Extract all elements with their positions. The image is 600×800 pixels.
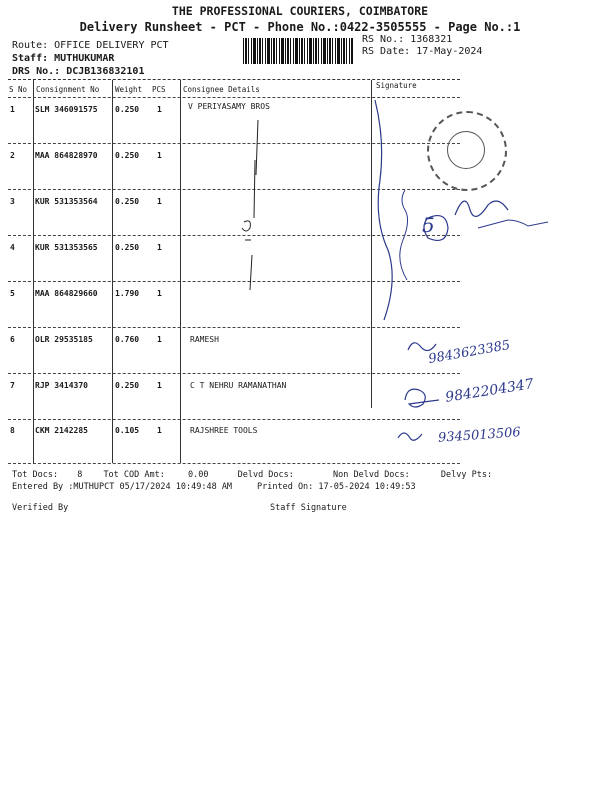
- rs-date-label: RS Date:: [362, 46, 411, 57]
- table-row-weight: 0.760: [115, 335, 140, 344]
- non-delvd-docs-label: Non Delvd Docs:: [333, 470, 410, 480]
- drs-label: DRS No.:: [12, 66, 61, 77]
- table-row-consignee: RAJSHREE TOOLS: [190, 426, 258, 435]
- company-title: THE PROFESSIONAL COURIERS, COIMBATORE: [171, 4, 429, 18]
- table-row-weight: 0.250: [115, 381, 140, 390]
- runsheet-title: Delivery Runsheet - PCT - Phone No.:0422-3505555 - Page No.:1: [79, 20, 521, 34]
- staff-signature: Staff Signature: [270, 503, 347, 513]
- col-header-sno: S No: [9, 85, 28, 94]
- table-row-pcs: 1: [157, 151, 162, 160]
- table-row-consignment: OLR 29535185: [35, 335, 93, 344]
- table-row-consignment: KUR 531353565: [35, 243, 98, 252]
- handwritten-phone: 9843623385: [427, 337, 512, 368]
- col-header-consignment: Consignment No: [36, 85, 100, 94]
- company-stamp-center: [447, 131, 485, 169]
- printed-on: Printed On: 17-05-2024 10:49:53: [257, 482, 416, 492]
- table-row-weight: 0.105: [115, 426, 140, 435]
- route-value: OFFICE DELIVERY PCT: [54, 40, 169, 51]
- handwritten-phone: 9842204347: [444, 376, 535, 406]
- staff-label: Staff:: [12, 53, 49, 64]
- table-row-consignment: MAA 864828970: [35, 151, 98, 160]
- table-row-pcs: 1: [157, 105, 162, 114]
- rs-date-value: 17-May-2024: [416, 46, 483, 57]
- table-row-pcs: 1: [157, 243, 162, 252]
- col-header-weight: Weight: [115, 85, 143, 94]
- table-row-pcs: 1: [157, 289, 162, 298]
- delvy-pts-label: Delvy Pts:: [440, 470, 493, 480]
- tot-docs-label: Tot Docs:: [12, 470, 59, 480]
- table-row-sno: 2: [10, 151, 15, 160]
- rs-no-value: 1368321: [410, 34, 453, 45]
- verified-by: Verified By: [12, 503, 69, 513]
- table-row-sno: 7: [10, 381, 15, 390]
- col-header-pcs: PCS: [152, 85, 166, 94]
- table-row-consignment: SLM 346091575: [35, 105, 98, 114]
- table-row-consignment: KUR 531353564: [35, 197, 98, 206]
- table-row-consignment: MAA 864829660: [35, 289, 98, 298]
- table-row-sno: 6: [10, 335, 15, 344]
- tot-docs-value: 8: [77, 470, 83, 480]
- totals-line: [12, 470, 492, 480]
- table-row-sno: 8: [10, 426, 15, 435]
- table-row-pcs: 1: [157, 381, 162, 390]
- table-row-pcs: 1: [157, 426, 162, 435]
- delvd-docs-label: Delvd Docs:: [237, 470, 294, 480]
- table-row-consignment: CKM 2142285: [35, 426, 88, 435]
- tot-cod-value: 0.00: [187, 470, 209, 480]
- tot-cod-label: Tot COD Amt:: [103, 470, 165, 480]
- table-row-sno: 3: [10, 197, 15, 206]
- drs-value: DCJB136832101: [66, 66, 145, 77]
- staff-value: MUTHUKUMAR: [54, 53, 115, 64]
- table-row-pcs: 1: [157, 335, 162, 344]
- table-row-sno: 1: [10, 105, 15, 114]
- table-row-consignee: RAMESH: [190, 335, 219, 344]
- table-row-sno: 5: [10, 289, 15, 298]
- table-row-consignment: RJP 3414370: [35, 381, 88, 390]
- col-header-signature: Signature: [376, 81, 417, 90]
- table-row-weight: 1.790: [115, 289, 140, 298]
- entered-by: Entered By :MUTHUPCT 05/17/2024 10:49:48 AM: [12, 482, 233, 492]
- table-row-weight: 0.250: [115, 197, 140, 206]
- handwritten-count: 5: [422, 213, 435, 237]
- table-row-consignee: C T NEHRU RAMANATHAN: [190, 381, 287, 390]
- col-header-consignee: Consignee Details: [183, 85, 260, 94]
- handwritten-phone: 9345013506: [437, 425, 522, 446]
- table-row-sno: 4: [10, 243, 15, 252]
- rs-no-label: RS No.:: [362, 34, 405, 45]
- table-row-weight: 0.250: [115, 243, 140, 252]
- table-row-pcs: 1: [157, 197, 162, 206]
- table-row-weight: 0.250: [115, 105, 140, 114]
- table-row-weight: 0.250: [115, 151, 140, 160]
- table-row-consignee: V PERIYASAMY BROS: [188, 102, 270, 111]
- route-label: Route:: [12, 40, 49, 51]
